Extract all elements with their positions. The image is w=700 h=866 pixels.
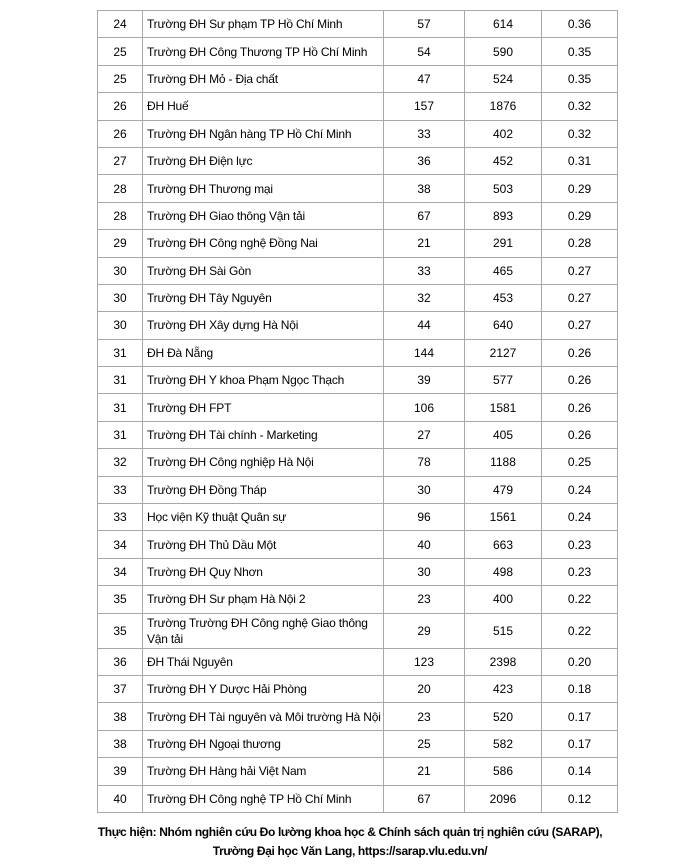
rank-cell: 36 xyxy=(98,648,143,675)
value-2-cell: 582 xyxy=(465,730,542,757)
value-3-cell: 0.22 xyxy=(542,586,618,613)
university-name-cell: Trường ĐH Tài chính - Marketing xyxy=(143,421,384,448)
value-1-cell: 40 xyxy=(384,531,465,558)
rank-cell: 33 xyxy=(98,504,143,531)
value-1-cell: 33 xyxy=(384,257,465,284)
rank-cell: 25 xyxy=(98,65,143,92)
table-row xyxy=(98,785,618,812)
table-row xyxy=(98,449,618,476)
rank-cell: 31 xyxy=(98,394,143,421)
value-2-cell: 498 xyxy=(465,558,542,585)
value-1-cell: 106 xyxy=(384,394,465,421)
table-row xyxy=(98,257,618,284)
value-3-cell: 0.17 xyxy=(542,703,618,730)
footer-credit-line-1: Thực hiện: Nhóm nghiên cứu Đo lường khoa học & Chính sách quản trị nghiên cứu (SARAP), xyxy=(97,825,603,839)
value-1-cell: 57 xyxy=(384,11,465,38)
value-3-cell: 0.14 xyxy=(542,758,618,785)
value-3-cell: 0.27 xyxy=(542,284,618,311)
table-row xyxy=(98,531,618,558)
value-2-cell: 520 xyxy=(465,703,542,730)
rank-cell: 34 xyxy=(98,531,143,558)
table-row xyxy=(98,120,618,147)
value-1-cell: 29 xyxy=(384,613,465,648)
rank-cell: 32 xyxy=(98,449,143,476)
value-2-cell: 405 xyxy=(465,421,542,448)
rank-cell: 38 xyxy=(98,703,143,730)
university-name-cell: Trường ĐH FPT xyxy=(143,394,384,421)
university-name-cell: Trường ĐH Sư phạm Hà Nội 2 xyxy=(143,586,384,613)
value-2-cell: 893 xyxy=(465,202,542,229)
table-row xyxy=(98,504,618,531)
value-1-cell: 47 xyxy=(384,65,465,92)
table-row xyxy=(98,421,618,448)
value-2-cell: 515 xyxy=(465,613,542,648)
value-3-cell: 0.26 xyxy=(542,394,618,421)
value-1-cell: 27 xyxy=(384,421,465,448)
value-2-cell: 400 xyxy=(465,586,542,613)
value-2-cell: 2096 xyxy=(465,785,542,812)
value-3-cell: 0.31 xyxy=(542,147,618,174)
ranking-table-body xyxy=(98,11,618,813)
table-row xyxy=(98,558,618,585)
table-row xyxy=(98,202,618,229)
value-3-cell: 0.26 xyxy=(542,339,618,366)
value-3-cell: 0.25 xyxy=(542,449,618,476)
value-1-cell: 36 xyxy=(384,147,465,174)
value-1-cell: 67 xyxy=(384,785,465,812)
value-1-cell: 44 xyxy=(384,312,465,339)
university-name-cell: Trường ĐH Thủ Dầu Một xyxy=(143,531,384,558)
university-name-cell: ĐH Đà Nẵng xyxy=(143,339,384,366)
value-1-cell: 144 xyxy=(384,339,465,366)
value-3-cell: 0.24 xyxy=(542,476,618,503)
rank-cell: 38 xyxy=(98,730,143,757)
value-3-cell: 0.35 xyxy=(542,65,618,92)
value-3-cell: 0.17 xyxy=(542,730,618,757)
value-1-cell: 33 xyxy=(384,120,465,147)
rank-cell: 31 xyxy=(98,367,143,394)
value-1-cell: 25 xyxy=(384,730,465,757)
value-3-cell: 0.20 xyxy=(542,648,618,675)
university-name-cell: Trường ĐH Công Thương TP Hồ Chí Minh xyxy=(143,38,384,65)
value-2-cell: 453 xyxy=(465,284,542,311)
value-2-cell: 2398 xyxy=(465,648,542,675)
value-2-cell: 423 xyxy=(465,675,542,702)
rank-cell: 25 xyxy=(98,38,143,65)
value-2-cell: 503 xyxy=(465,175,542,202)
value-3-cell: 0.29 xyxy=(542,175,618,202)
university-name-cell: Trường ĐH Tây Nguyên xyxy=(143,284,384,311)
footer-credit-line-2: Trường Đại học Văn Lang, https://sarap.vlu.edu.vn/ xyxy=(212,844,488,858)
table-row xyxy=(98,758,618,785)
university-name-cell: Trường ĐH Thương mại xyxy=(143,175,384,202)
university-name-cell: Trường ĐH Xây dựng Hà Nội xyxy=(143,312,384,339)
table-row xyxy=(98,476,618,503)
value-3-cell: 0.28 xyxy=(542,230,618,257)
university-name-cell: Trường ĐH Hàng hải Việt Nam xyxy=(143,758,384,785)
value-1-cell: 78 xyxy=(384,449,465,476)
value-3-cell: 0.27 xyxy=(542,257,618,284)
university-name-cell: Trường ĐH Quy Nhơn xyxy=(143,558,384,585)
value-1-cell: 54 xyxy=(384,38,465,65)
value-2-cell: 663 xyxy=(465,531,542,558)
table-row xyxy=(98,675,618,702)
table-row xyxy=(98,38,618,65)
value-2-cell: 402 xyxy=(465,120,542,147)
value-3-cell: 0.22 xyxy=(542,613,618,648)
university-name-cell: Trường ĐH Mỏ - Địa chất xyxy=(143,65,384,92)
value-2-cell: 1188 xyxy=(465,449,542,476)
university-name-cell: Trường ĐH Ngân hàng TP Hồ Chí Minh xyxy=(143,120,384,147)
rank-cell: 24 xyxy=(98,11,143,38)
value-2-cell: 1581 xyxy=(465,394,542,421)
value-3-cell: 0.29 xyxy=(542,202,618,229)
table-row xyxy=(98,230,618,257)
rank-cell: 28 xyxy=(98,175,143,202)
value-3-cell: 0.18 xyxy=(542,675,618,702)
university-name-cell: Trường ĐH Y khoa Phạm Ngọc Thạch xyxy=(143,367,384,394)
table-row xyxy=(98,147,618,174)
rank-cell: 26 xyxy=(98,120,143,147)
rank-cell: 39 xyxy=(98,758,143,785)
table-row xyxy=(98,586,618,613)
value-3-cell: 0.36 xyxy=(542,11,618,38)
university-name-cell: ĐH Huế xyxy=(143,93,384,120)
table-row xyxy=(98,703,618,730)
footer-credit xyxy=(0,823,700,861)
value-1-cell: 30 xyxy=(384,558,465,585)
table-row xyxy=(98,65,618,92)
rank-cell: 35 xyxy=(98,586,143,613)
value-2-cell: 586 xyxy=(465,758,542,785)
table-row xyxy=(98,394,618,421)
value-3-cell: 0.23 xyxy=(542,558,618,585)
value-2-cell: 1876 xyxy=(465,93,542,120)
value-1-cell: 96 xyxy=(384,504,465,531)
rank-cell: 31 xyxy=(98,339,143,366)
value-1-cell: 39 xyxy=(384,367,465,394)
value-1-cell: 21 xyxy=(384,230,465,257)
table-row xyxy=(98,312,618,339)
value-1-cell: 23 xyxy=(384,586,465,613)
university-name-cell: Trường ĐH Tài nguyên và Môi trường Hà Nội xyxy=(143,703,384,730)
university-name-cell: Trường ĐH Công nghệ TP Hồ Chí Minh xyxy=(143,785,384,812)
university-name-cell: Học viện Kỹ thuật Quân sự xyxy=(143,504,384,531)
rank-cell: 30 xyxy=(98,257,143,284)
value-3-cell: 0.12 xyxy=(542,785,618,812)
university-name-cell: Trường ĐH Giao thông Vận tải xyxy=(143,202,384,229)
university-name-cell: Trường ĐH Sư phạm TP Hồ Chí Minh xyxy=(143,11,384,38)
value-2-cell: 524 xyxy=(465,65,542,92)
rank-cell: 33 xyxy=(98,476,143,503)
value-3-cell: 0.24 xyxy=(542,504,618,531)
university-name-cell: Trường ĐH Y Dược Hải Phòng xyxy=(143,675,384,702)
table-row xyxy=(98,613,618,648)
value-2-cell: 465 xyxy=(465,257,542,284)
value-3-cell: 0.23 xyxy=(542,531,618,558)
value-2-cell: 577 xyxy=(465,367,542,394)
rank-cell: 28 xyxy=(98,202,143,229)
value-1-cell: 157 xyxy=(384,93,465,120)
rank-cell: 29 xyxy=(98,230,143,257)
table-row xyxy=(98,11,618,38)
value-3-cell: 0.26 xyxy=(542,421,618,448)
university-name-cell: Trường Trường ĐH Công nghệ Giao thông Vận tải xyxy=(143,613,384,648)
value-2-cell: 640 xyxy=(465,312,542,339)
table-row xyxy=(98,339,618,366)
value-3-cell: 0.32 xyxy=(542,93,618,120)
value-1-cell: 67 xyxy=(384,202,465,229)
value-3-cell: 0.35 xyxy=(542,38,618,65)
university-name-cell: Trường ĐH Công nghệ Đồng Nai xyxy=(143,230,384,257)
value-3-cell: 0.32 xyxy=(542,120,618,147)
value-1-cell: 21 xyxy=(384,758,465,785)
value-1-cell: 32 xyxy=(384,284,465,311)
value-2-cell: 590 xyxy=(465,38,542,65)
university-name-cell: Trường ĐH Điện lực xyxy=(143,147,384,174)
table-row xyxy=(98,93,618,120)
rank-cell: 30 xyxy=(98,312,143,339)
value-1-cell: 123 xyxy=(384,648,465,675)
rank-cell: 34 xyxy=(98,558,143,585)
value-1-cell: 38 xyxy=(384,175,465,202)
value-2-cell: 614 xyxy=(465,11,542,38)
university-name-cell: Trường ĐH Ngoại thương xyxy=(143,730,384,757)
value-2-cell: 291 xyxy=(465,230,542,257)
value-3-cell: 0.26 xyxy=(542,367,618,394)
rank-cell: 40 xyxy=(98,785,143,812)
rank-cell: 35 xyxy=(98,613,143,648)
rank-cell: 30 xyxy=(98,284,143,311)
university-name-cell: ĐH Thái Nguyên xyxy=(143,648,384,675)
table-row xyxy=(98,367,618,394)
value-2-cell: 1561 xyxy=(465,504,542,531)
university-name-cell: Trường ĐH Đồng Tháp xyxy=(143,476,384,503)
table-row xyxy=(98,284,618,311)
value-3-cell: 0.27 xyxy=(542,312,618,339)
value-2-cell: 479 xyxy=(465,476,542,503)
value-2-cell: 2127 xyxy=(465,339,542,366)
value-1-cell: 20 xyxy=(384,675,465,702)
rank-cell: 26 xyxy=(98,93,143,120)
table-row xyxy=(98,175,618,202)
table-row xyxy=(98,730,618,757)
value-2-cell: 452 xyxy=(465,147,542,174)
university-ranking-table xyxy=(97,10,618,813)
value-1-cell: 30 xyxy=(384,476,465,503)
table-row xyxy=(98,648,618,675)
value-1-cell: 23 xyxy=(384,703,465,730)
rank-cell: 31 xyxy=(98,421,143,448)
rank-cell: 27 xyxy=(98,147,143,174)
rank-cell: 37 xyxy=(98,675,143,702)
university-name-cell: Trường ĐH Công nghiệp Hà Nội xyxy=(143,449,384,476)
university-name-cell: Trường ĐH Sài Gòn xyxy=(143,257,384,284)
